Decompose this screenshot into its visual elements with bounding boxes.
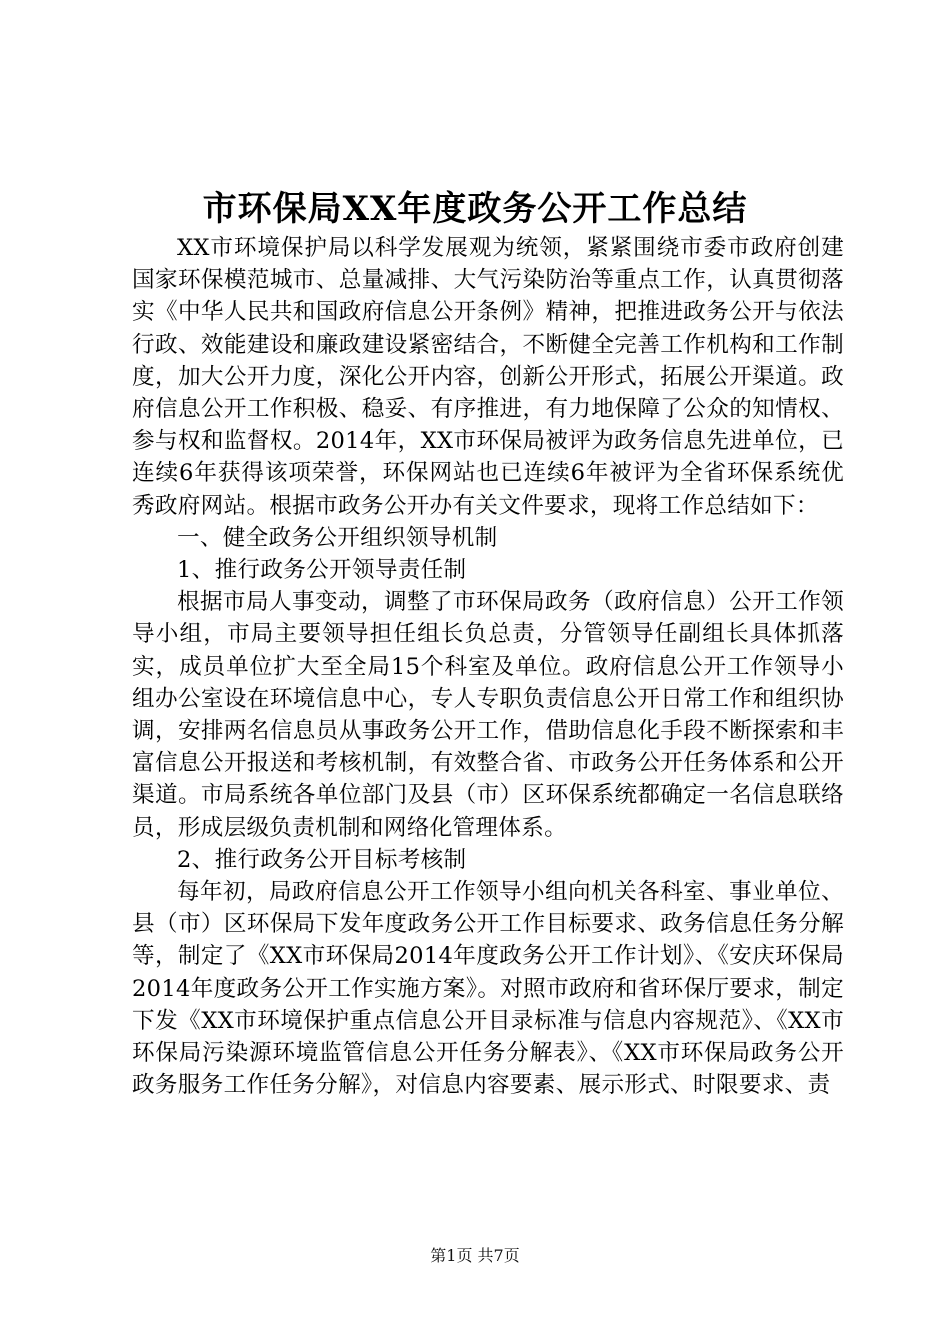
subsection-paragraph-2: 每年初，局政府信息公开工作领导小组向机关各科室、事业单位、县（市）区环保局下发年度政务公开工作目标要求、政务信息任务分解等，制定了《XX市环保局2014年度政务公开工作计划》、《安庆环保局2014年度政务公开工作实施方案》。对照市政府和省环保厅要求，制定下发《XX市环境保护重点信息公开目录标准与信息内容规范》、《XX市环保局污染源环境监管信息公开任务分解表》、《XX市环保局政务公开政务服务工作任务分解》，对信息内容要素、展示形式、时限要求、责	[132, 879, 844, 1099]
subsection-heading-2: 2、推行政务公开目标考核制	[177, 846, 467, 873]
page-footer: 第1页 共7页	[430, 1246, 520, 1265]
document-title: 市环保局XX年度政务公开工作总结	[202, 189, 748, 229]
intro-paragraph: XX市环境保护局以科学发展观为统领，紧紧围绕市委市政府创建国家环保模范城市、总量减排、大气污染防治等重点工作，认真贯彻落实《中华人民共和国政府信息公开条例》精神，把推进政务公开与依法行政、效能建设和廉政建设紧密结合，不断健全完善工作机构和工作制度，加大公开力度，深化公开内容，创新公开形式，拓展公开渠道。政府信息公开工作积极、稳妥、有序推进，有力地保障了公众的知情权、参与权和监督权。2014年，XX市环保局被评为政务信息先进单位，已连续6年获得该项荣誉，环保网站也已连续6年被评为全省环保系统优秀政府网站。根据市政务公开办有关文件要求，现将工作总结如下：	[132, 235, 844, 519]
subsection-heading-1: 1、推行政务公开领导责任制	[177, 557, 467, 584]
document-body	[132, 232, 844, 1101]
section-heading-1: 一、健全政务公开组织领导机制	[177, 524, 498, 551]
subsection-paragraph-1: 根据市局人事变动，调整了市环保局政务（政府信息）公开工作领导小组，市局主要领导担任组长负总责，分管领导任副组长具体抓落实，成员单位扩大至全局15个科室及单位。政府信息公开工作领导小组办公室设在环境信息中心，专人专职负责信息公开日常工作和组织协调，安排两名信息员从事政务公开工作，借助信息化手段不断探索和丰富信息公开报送和考核机制，有效整合省、市政务公开任务体系和公开渠道。市局系统各单位部门及县（市）区环保系统都确定一名信息联络员，形成层级负责机制和网络化管理体系。	[132, 589, 844, 841]
